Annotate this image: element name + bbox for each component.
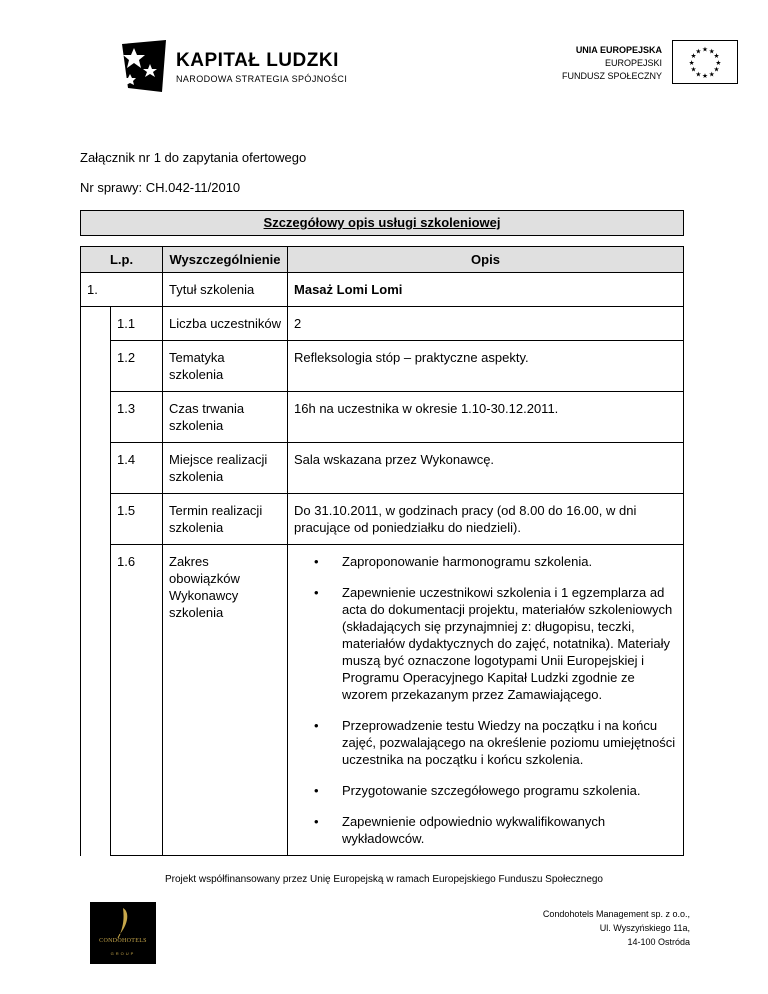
scope-list — [294, 553, 677, 847]
company-address — [543, 907, 690, 949]
company-name: Condohotels Management sp. z o.o., — [542, 909, 690, 919]
cell-item: Czas trwania szkolenia — [163, 392, 288, 443]
svg-text:★: ★ — [708, 70, 715, 79]
cell-item: Liczba uczestników — [163, 307, 288, 341]
svg-text:★: ★ — [690, 65, 697, 74]
svg-text:★: ★ — [702, 72, 708, 81]
eu-caption — [562, 44, 662, 83]
table-row-main — [81, 273, 684, 307]
indent-cell — [81, 307, 111, 856]
cell-desc: 2 — [288, 307, 684, 341]
page-title: Szczegółowy opis usługi szkoleniowej — [80, 210, 684, 236]
eu-line-1: UNIA EUROPEJSKA — [575, 45, 662, 55]
list-item: • Zapewnienie uczestnikowi szkolenia i 1 egzemplarza ad acta do dokumentacji projektu, materiałów szkoleniowych (składających się przynajmniej z: długopisu, teczki, materiałów dydaktycznych do zajęć, notatnika). Materiały muszą być oznaczone logotypami Unii Europejskiej i Programu Operacyjnego Kapitał Ludzki zgodnie ze wzorem przekazanym przez Zamawiającego. — [342, 584, 677, 703]
cell-item: Zakres obowiązków Wykonawcy szkolenia — [163, 545, 288, 856]
case-number: Nr sprawy: CH.042-11/2010 — [80, 180, 241, 195]
cell-desc: Do 31.10.2011, w godzinach pracy (od 8.00 do 16.00, w dni pracujące od poniedziałku do niedzieli). — [288, 494, 684, 545]
svg-text:★: ★ — [713, 65, 720, 74]
cell-desc: 16h na uczestnika w okresie 1.10-30.12.2011. — [288, 392, 684, 443]
company-city: 14-100 Ostróda — [627, 937, 690, 947]
cell-item: Termin realizacji szkolenia — [163, 494, 288, 545]
cell-lp: 1.3 — [111, 392, 163, 443]
cell-desc: Refleksologia stóp – praktyczne aspekty. — [288, 341, 684, 392]
annex-line: Załącznik nr 1 do zapytania ofertowego — [80, 150, 307, 165]
cell-lp: 1. — [81, 273, 163, 307]
table-row-scope — [81, 545, 684, 856]
cell-lp: 1.2 — [111, 341, 163, 392]
eu-line-3: FUNDUSZ SPOŁECZNY — [561, 71, 662, 81]
svg-text:★: ★ — [713, 52, 720, 61]
eu-line-2: EUROPEJSKI — [604, 58, 662, 68]
condohotels-logo-group: GROUP — [110, 951, 136, 956]
training-spec-table — [80, 246, 684, 856]
footer-cofinancing-note: Projekt współfinansowany przez Unię Europejską w ramach Europejskiego Funduszu Społecznego — [164, 874, 603, 885]
table-row — [81, 443, 684, 494]
svg-text:★: ★ — [708, 47, 715, 56]
kapital-ludzki-title: KAPITAŁ LUDZKI — [176, 50, 339, 71]
table-row — [81, 307, 684, 341]
kapital-ludzki-subtitle: NARODOWA STRATEGIA SPÓJNOŚCI — [176, 74, 348, 84]
table-row — [81, 392, 684, 443]
eu-flag-icon — [672, 40, 738, 84]
list-item: • Zapewnienie odpowiednio wykwalifikowanych wykładowców. — [342, 813, 677, 847]
condohotels-logo-name: CONDOHOTELS — [99, 938, 147, 944]
cell-lp: 1.4 — [111, 443, 163, 494]
list-item: • Przygotowanie szczegółowego programu szkolenia. — [342, 782, 677, 799]
cell-desc — [288, 545, 684, 856]
cell-desc: Sala wskazana przez Wykonawcę. — [288, 443, 684, 494]
cell-lp: 1.5 — [111, 494, 163, 545]
feather-icon — [90, 902, 156, 942]
cell-desc: Masaż Lomi Lomi — [288, 273, 684, 307]
svg-text:★: ★ — [695, 47, 702, 56]
header-lp: L.p. — [81, 247, 163, 273]
cell-item: Tytuł szkolenia — [163, 273, 288, 307]
svg-text:★: ★ — [702, 45, 708, 54]
cell-lp: 1.6 — [111, 545, 163, 856]
header-desc: Opis — [288, 247, 684, 273]
cell-item: Tematyka szkolenia — [163, 341, 288, 392]
table-header-row — [81, 247, 684, 273]
table-row — [81, 341, 684, 392]
company-street: Ul. Wyszyńskiego 11a, — [599, 923, 690, 933]
cell-lp: 1.1 — [111, 307, 163, 341]
list-item: • Przeprowadzenie testu Wiedzy na początku i na końcu zajęć, pozwalającego na określenie poziomu umiejętności uczestnika na początku i końcu szkolenia. — [342, 717, 677, 768]
svg-text:★: ★ — [715, 58, 722, 67]
table-row — [81, 494, 684, 545]
svg-text:★: ★ — [695, 70, 702, 79]
header-item: Wyszczególnienie — [163, 247, 288, 273]
svg-text:★: ★ — [688, 58, 695, 67]
cell-item: Miejsce realizacji szkolenia — [163, 443, 288, 494]
list-item: • Zaproponowanie harmonogramu szkolenia. — [342, 553, 677, 570]
svg-text:★: ★ — [690, 52, 697, 61]
